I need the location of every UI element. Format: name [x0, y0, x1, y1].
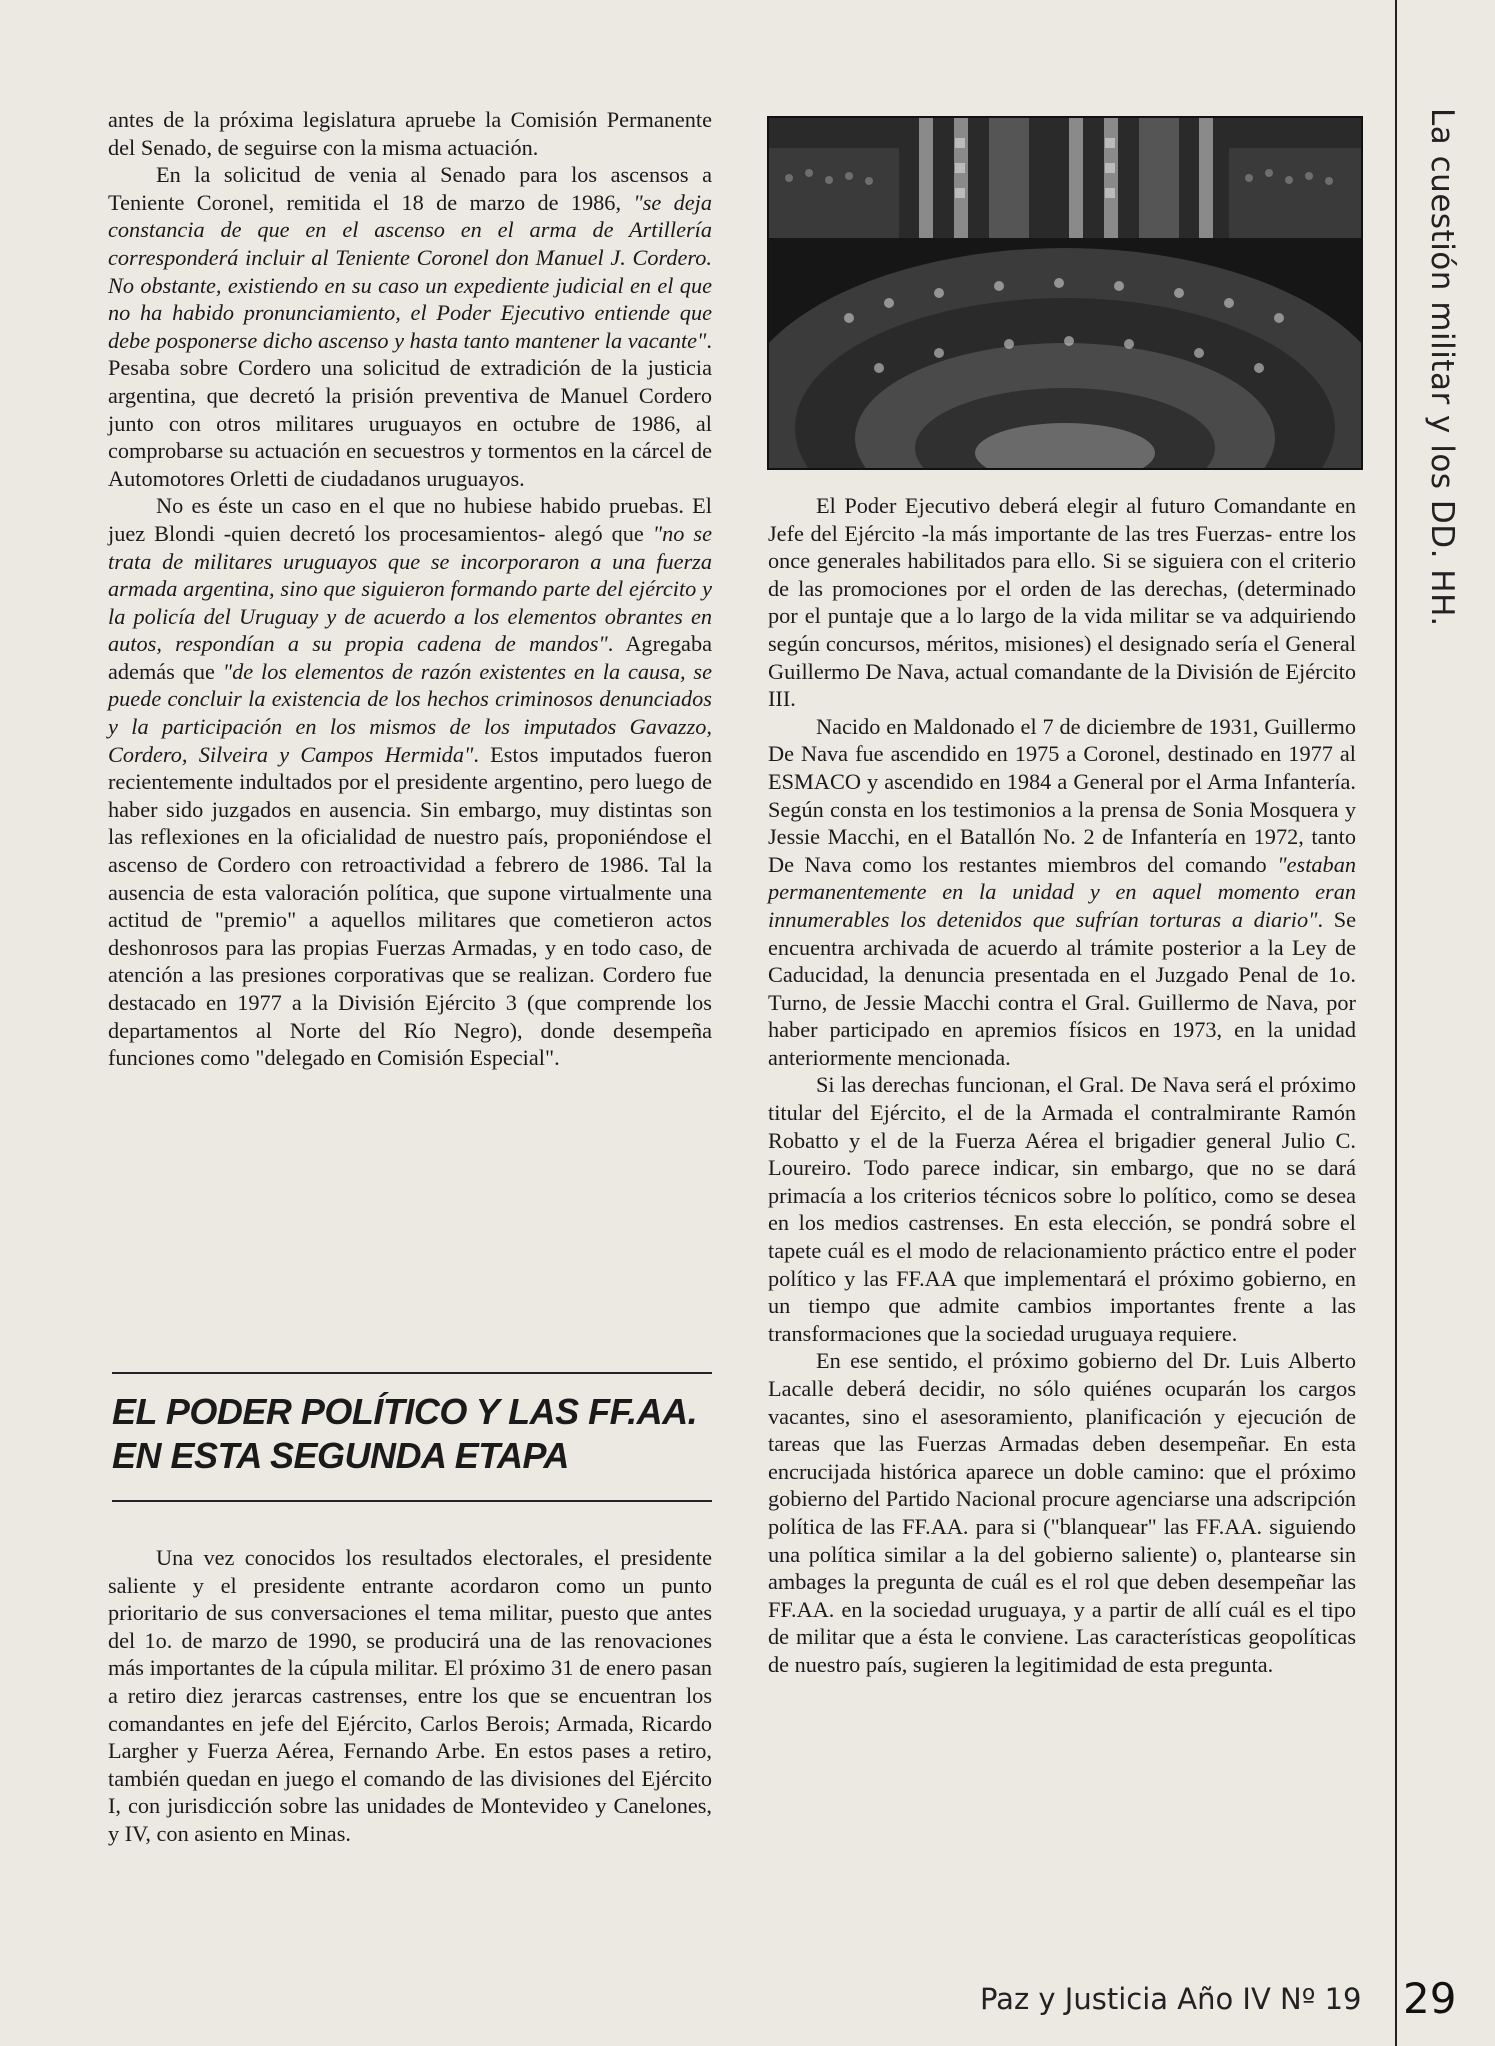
paragraph — [768, 713, 1356, 1072]
text-run: En la solicitud de venia al Senado para los ascensos a Teniente Coronel, remitida el 18 de marzo de 1986, — [108, 162, 712, 215]
headline-rule-bottom — [112, 1500, 712, 1502]
headline-line-2: EN ESTA SEGUNDA ETAPA — [112, 1435, 569, 1476]
right-column-text — [768, 492, 1356, 1679]
text-run: Si las derechas funcionan, el Gral. De Nava será el próximo titular del Ejército, el de la Armada el contralmirante Ramón Robatto y el de la Fuerza Aérea el brigadier general Julio C. Loureiro. Todo parece indicar, sin embargo, que no se dará primacía a los criterios técnicos sobre lo político, como se desea en los medios castrenses. En esta elección, se pondrá sobre el tapete cuál es el modo de relacionamiento práctico entre el poder político y las FF.AA que implementará el próximo gobierno, en un tiempo que admite cambios importantes frente a las transformaciones que la sociedad uruguaya requiere. — [768, 1072, 1356, 1346]
paragraph — [768, 1071, 1356, 1347]
paragraph — [108, 1544, 712, 1848]
quoted-text: "estaban permanentemente en la unidad y en aquel momento eran innumerables los detenidos que sufrían torturas a diario" — [768, 851, 1356, 932]
section-headline — [112, 1390, 722, 1478]
text-run: . Pesaba sobre Cordero una solicitud de extradición de la justicia argentina, que decretó la prisión preventiva de Manuel Cordero junto con otros militares uruguayos en octubre de 1986, al comprobarse su actuación en secuestros y tormentos en la cárcel de Automotores Orletti de ciudadanos uruguayos. — [108, 327, 712, 491]
text-run: antes de la próxima legislatura apruebe la Comisión Permanente del Senado, de seguirse con la misma actuación. — [108, 107, 712, 160]
text-run: . Se encuentra archivada de acuerdo al trámite posterior a la Ley de Caducidad, la denuncia presentada en el Juzgado Penal de 1o. Turno, de Jessie Macchi contra el Gral. Guillermo de Nava, por haber participado en apremios físicos en 1973, en la unidad anteriormente mencionada. — [768, 906, 1356, 1070]
quoted-text: "se deja constancia de que en el ascenso en el arma de Artillería corresponderá incluir al Teniente Coronel don Manuel J. Cordero. No obstante, existiendo en su caso un expediente judicial en el que no ha habido pronunciamiento, el Poder Ejecutivo entiende que debe posponerse dicho ascenso y hasta tanto mantener la vacante" — [108, 189, 712, 353]
left-bottom-column-text — [108, 1544, 712, 1848]
running-section-title: La cuestión militar y los DD. HH. — [1424, 108, 1460, 627]
text-run: Nacido en Maldonado el 7 de diciembre de 1931, Guillermo De Nava fue ascendido en 1975 a Coronel, destinado en 1977 al ESMACO y ascendido en 1984 a General por el Arma Infantería. Según consta en los testimonios a la prensa de Sonia Mosquera y Jessie Macchi, en el Batallón No. 2 de Infantería en 1972, tanto De Nava como los restantes miembros del comando — [768, 713, 1356, 877]
quoted-text: "de los elementos de razón existentes en la causa, se puede concluir la existencia de los hechos criminosos denunciados y la participación en los mismos de los imputados Gavazzo, Cordero, Silveira y Campos Hermida" — [108, 658, 713, 767]
quoted-text: "no se trata de militares uruguayos que se incorporaron a una fuerza armada argentina, sino que siguieron formando parte del ejército y la policía del Uruguay y de acuerdo a los elementos obrantes en autos, respondían a su propia cadena de mandos" — [108, 520, 713, 657]
text-run: Una vez conocidos los resultados electorales, el presidente saliente y el presidente entrante acordaron como un punto prioritario de sus conversaciones el tema militar, puesto que antes del 1o. de marzo de 1990, se producirá una de las renovaciones más importantes de la cúpula militar. El próximo 31 de enero pasan a retiro diez jerarcas castrenses, entre los que se encuentran los comandantes en jefe del Ejército, Carlos Berois; Armada, Ricardo Largher y Fuerza Aérea, Fernando Arbe. En estos pases a retiro, también quedan en juego el comando de las divisiones del Ejército I, con jurisdicción sobre las unidades de Montevideo y Canelones, y IV, con asiento en Minas. — [108, 1545, 712, 1846]
text-run: . Agregaba además que — [108, 631, 712, 684]
margin-rule — [1395, 0, 1397, 2046]
paragraph — [768, 1347, 1356, 1678]
paragraph — [768, 492, 1356, 713]
headline-line-1: EL PODER POLÍTICO Y LAS FF.AA. — [112, 1391, 698, 1432]
text-run: El Poder Ejecutivo deberá elegir al futuro Comandante en Jefe del Ejército -la más importante de las tres Fuerzas- entre los once generales habilitados para ello. Si se siguiera con el criterio de las promociones por el orden de las derechas, (determinado por el puntaje que a lo largo de la vida militar se va adquiriendo según concursos, méritos, misiones) el designado sería el General Guillermo De Nava, actual comandante de la División de Ejército III. — [768, 493, 1356, 712]
text-run: No es éste un caso en el que no hubiese habido pruebas. El juez Blondi -quien decretó los procesamientos- alegó que — [108, 493, 712, 546]
text-run: . Estos imputados fueron recientemente indultados por el presidente argentino, pero luego de haber sido juzgados en ausencia. Sin embargo, muy distintas son las reflexiones en la oficialidad de nuestro país, proponiéndose el ascenso de Cordero con retroactividad a febrero de 1986. Tal la ausencia de esta valoración política, que supone virtualmente una actitud de "premio" a aquellos militares que cometieron actos deshonrosos para las propias Fuerzas Armadas, y en todo caso, de atención a las presiones corporativas que se realizan. Cordero fue destacado en 1977 a la División Ejército 3 (que comprende los departamentos al Norte del Río Negro), donde desempeña funciones como "delegado en Comisión Especial". — [108, 741, 712, 1071]
paragraph — [108, 106, 712, 161]
left-column-text — [108, 106, 712, 1072]
paragraph — [108, 161, 712, 492]
faded-watermark-text — [200, 1900, 1020, 2020]
headline-rule-top — [112, 1372, 712, 1374]
magazine-footer: Paz y Justicia Año IV Nº 19 — [980, 1982, 1362, 2016]
paragraph — [108, 492, 712, 1071]
page-number: 29 — [1403, 1974, 1457, 2023]
parliament-chamber-photo — [767, 116, 1363, 470]
text-run: En ese sentido, el próximo gobierno del Dr. Luis Alberto Lacalle deberá decidir, no sólo quiénes ocuparán los cargos vacantes, sino el asesoramiento, planificación y ejecución de tareas que las Fuerzas Armadas deben desempeñar. En esta encrucijada histórica aparece un doble camino: que el próximo gobierno del Partido Nacional procure agenciarse una adscripción política de las FF.AA. para si ("blanquear" las FF.AA. siguiendo una política similar a la del gobierno saliente) o, plantearse sin ambages la pregunta de cuál es el rol que deben desempeñar las FF.AA. en la sociedad uruguaya, y a partir de allí cuál es el tipo de militar que a ésta le conviene. Las características geopolíticas de nuestro país, sugieren la legitimidad de esta pregunta. — [768, 1348, 1356, 1677]
